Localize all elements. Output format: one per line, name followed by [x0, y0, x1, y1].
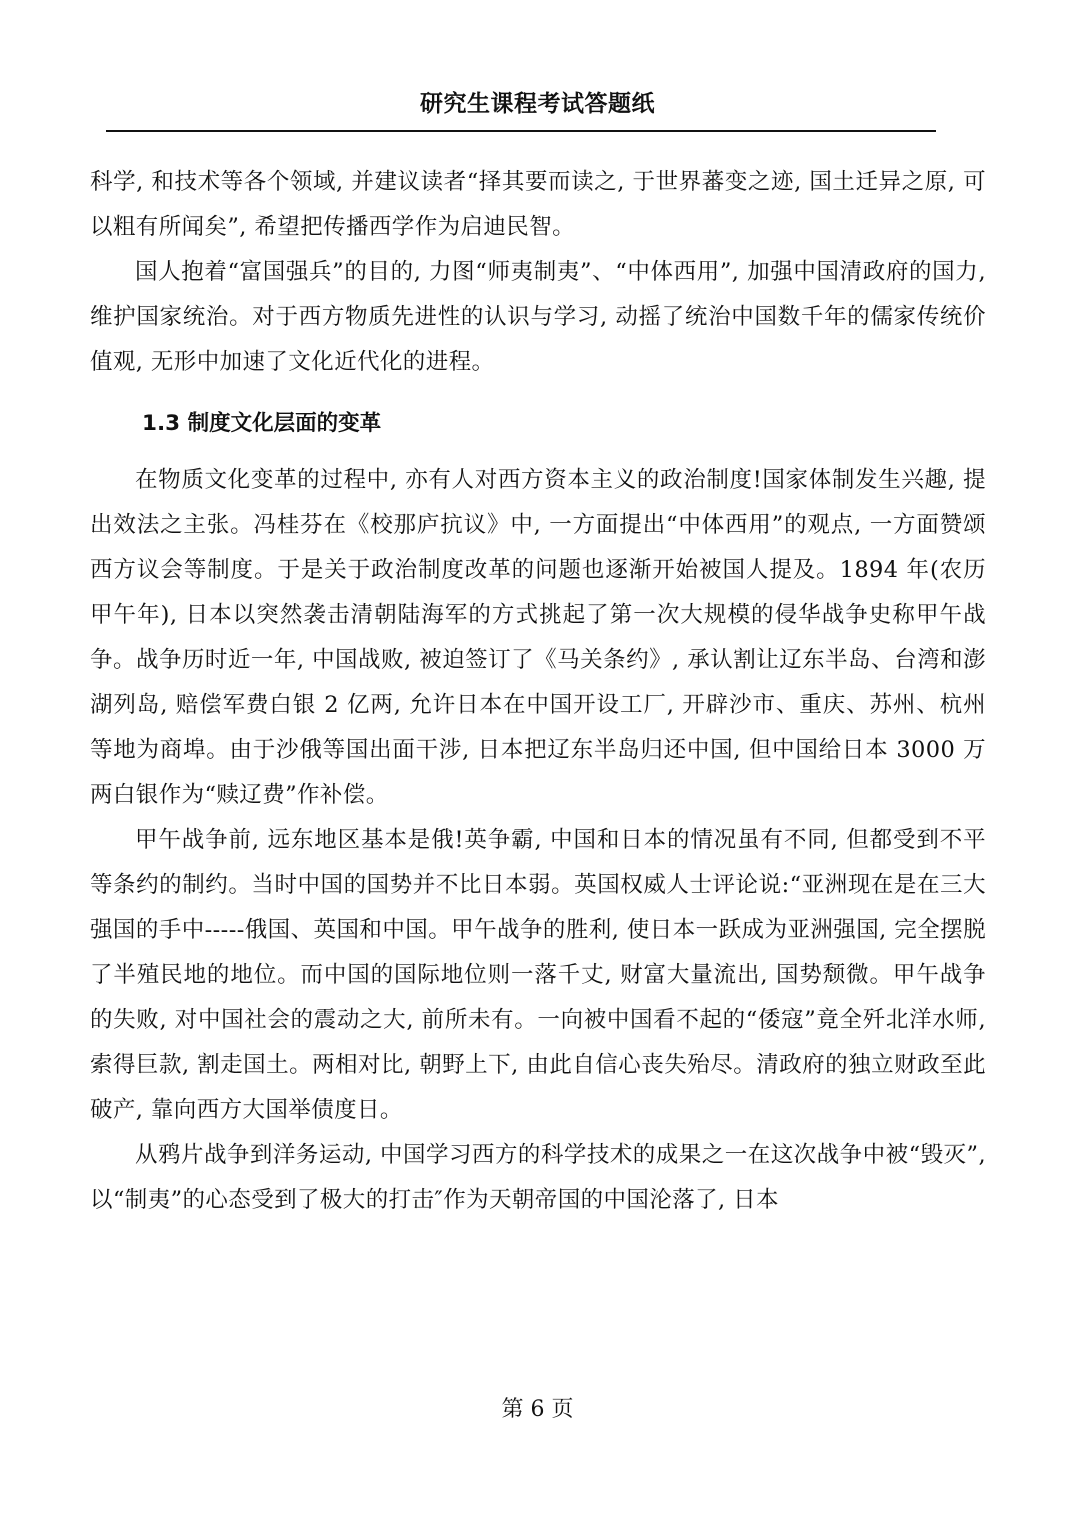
- document-body: [90, 160, 986, 1223]
- paragraph-war-impact: 甲午战争前, 远东地区基本是俄!英争霸, 中国和日本的情况虽有不同, 但都受到不平等条约的制约。当时中国的国势并不比日本弱。英国权威人士评论说:“亚洲现在是在三大强国的手中-----俄国、英国和中国。甲午战争的胜利, 使日本一跃成为亚洲强国, 完全摆脱了半殖民地的地位。而中国的国际地位则一落千丈, 财富大量流出, 国势颓微。甲午战争的失败, 对中国社会的震动之大, 前所未有。一向被中国看不起的“倭寇”竟全歼北洋水师, 索得巨款, 割走国土。两相对比, 朝野上下, 由此自信心丧失殆尽。清政府的独立财政至此破产, 靠向西方大国举债度日。: [90, 827, 986, 1123]
- page-header-title: 研究生课程考试答题纸: [420, 91, 655, 117]
- header-divider: [106, 130, 936, 132]
- section-heading: 1.3 制度文化层面的变革: [142, 411, 382, 436]
- paragraph-political-reform: 在物质文化变革的过程中, 亦有人对西方资本主义的政治制度!国家体制发生兴趣, 提出效法之主张。冯桂芬在《校那庐抗议》中, 一方面提出“中体西用”的观点, 一方面赞颂西方议会等制度。于是关于政治制度改革的问题也逐渐开始被国人提及。1894 年(农历甲午年), 日本以突然袭击清朝陆海军的方式挑起了第一次大规模的侵华战争史称甲午战争。战争历时近一年, 中国战败, 被迫签订了《马关条约》, 承认割让辽东半岛、台湾和澎湖列岛, 赔偿军费白银 2 亿两, 允许日本在中国开设工厂, 开辟沙市、重庆、苏州、杭州等地为商埠。由于沙俄等国出面干涉, 日本把辽东半岛归还中国, 但中国给日本 3000 万两白银作为“赎辽费”作补偿。: [90, 467, 986, 808]
- page-number: 第 6 页: [501, 1397, 574, 1422]
- paragraph-opium-to-westernization: 从鸦片战争到洋务运动, 中国学习西方的科学技术的成果之一在这次战争中被“毁灭”, 以“制夷”的心态受到了极大的打击″作为天朝帝国的中国沦落了, 日本: [90, 1142, 986, 1213]
- paragraph-continuation: 科学, 和技术等各个领域, 并建议读者“择其要而读之, 于世界蕃变之迹, 国土迁异之原, 可以粗有所闻矣”, 希望把传播西学作为启迪民智。: [90, 169, 986, 240]
- paragraph-national-goals: 国人抱着“富国强兵”的目的, 力图“师夷制夷”、“中体西用”, 加强中国清政府的国力, 维护国家统治。对于西方物质先进性的认识与学习, 动摇了统治中国数千年的儒家传统价值观, 无形中加速了文化近代化的进程。: [90, 259, 986, 375]
